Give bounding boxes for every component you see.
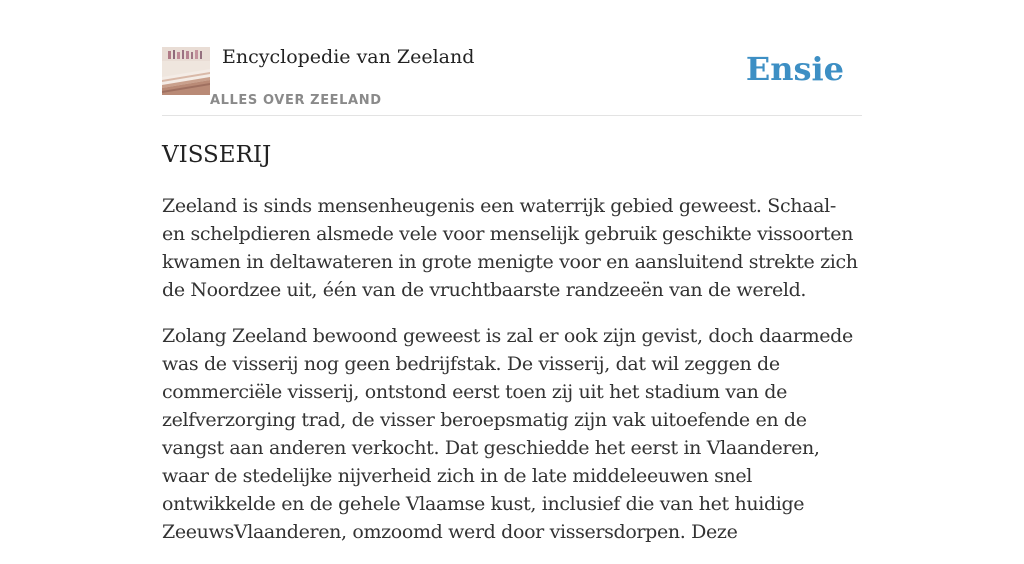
site-logo[interactable]	[162, 47, 210, 95]
article-paragraph-2: Zolang Zeeland bewoond geweest is zal er ook zijn gevist, doch daarmede was de visserij nog geen bedrijfstak. De visserij, dat wil zeggen de commerciële visserij, ontstond eerst toen zij uit het stadium van de zelfverzorging trad, de visser beroepsmatig zijn vak uitoefende en de vangst aan anderen verkocht. Dat geschiedde het eerst in Vlaanderen, waar de stedelijke nijverheid zich in de late middeleeuwen snel ontwikkelde en de gehele Vlaamse kust, inclusief die van het huidige ZeeuwsVlaanderen, omzoomd werd door vissersdorpen. Deze	[162, 325, 853, 543]
article-title: VISSERIJ	[162, 142, 272, 168]
ensie-brand-link[interactable]: Ensie	[745, 50, 844, 88]
site-header	[162, 44, 862, 116]
article-paragraph-1: Zeeland is sinds mensenheugenis een waterrijk gebied geweest. Schaal- en schelpdieren alsmede vele voor menselijk gebruik geschikte vissoorten kwamen in deltawateren in grote menigte voor en aansluitend strekte zich de Noordzee uit, één van de vruchtbaarste randzeeën van de wereld.	[162, 195, 858, 301]
site-title-link[interactable]: Encyclopedie van Zeeland	[222, 46, 475, 68]
site-tagline: ALLES OVER ZEELAND	[210, 93, 382, 108]
book-photo-icon	[162, 47, 210, 95]
article	[162, 140, 862, 564]
